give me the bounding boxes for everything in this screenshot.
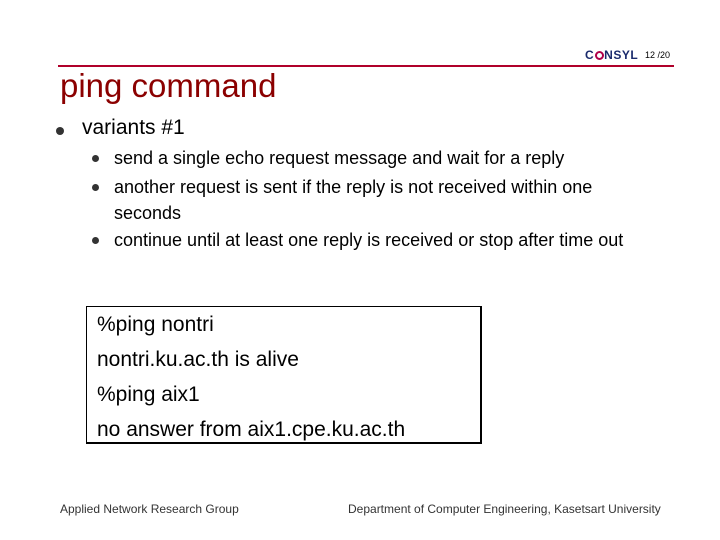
sub-bullet-dot-icon <box>92 184 99 191</box>
sub-bullet-2: another request is sent if the reply is not received within one seconds <box>114 177 593 223</box>
slide-title: ping command <box>60 67 277 104</box>
consyl-logo <box>585 48 638 62</box>
bullet-dot-icon <box>56 127 64 135</box>
terminal-line: %ping nontri <box>97 313 214 336</box>
page-number: 12 /20 <box>645 50 671 60</box>
logo-text-nsyl: NSYL <box>604 48 639 62</box>
sub-bullet-dot-icon <box>92 155 99 162</box>
bullet-variants: variants #1 <box>82 116 185 139</box>
footer-group-name: Applied Network Research Group <box>60 502 239 516</box>
sub-bullet-dot-icon <box>92 237 99 244</box>
sub-bullet-1: send a single echo request message and wait for a reply <box>114 148 565 168</box>
terminal-line: nontri.ku.ac.th is alive <box>97 348 299 371</box>
sub-bullet-3: continue until at least one reply is received or stop after time out <box>114 230 624 250</box>
footer-department: Department of Computer Engineering, Kasetsart University <box>348 502 661 516</box>
terminal-line: no answer from aix1.cpe.ku.ac.th <box>97 418 406 441</box>
logo-text-c: C <box>585 48 595 62</box>
logo-ring-icon <box>595 51 604 60</box>
terminal-line: %ping aix1 <box>97 383 200 406</box>
